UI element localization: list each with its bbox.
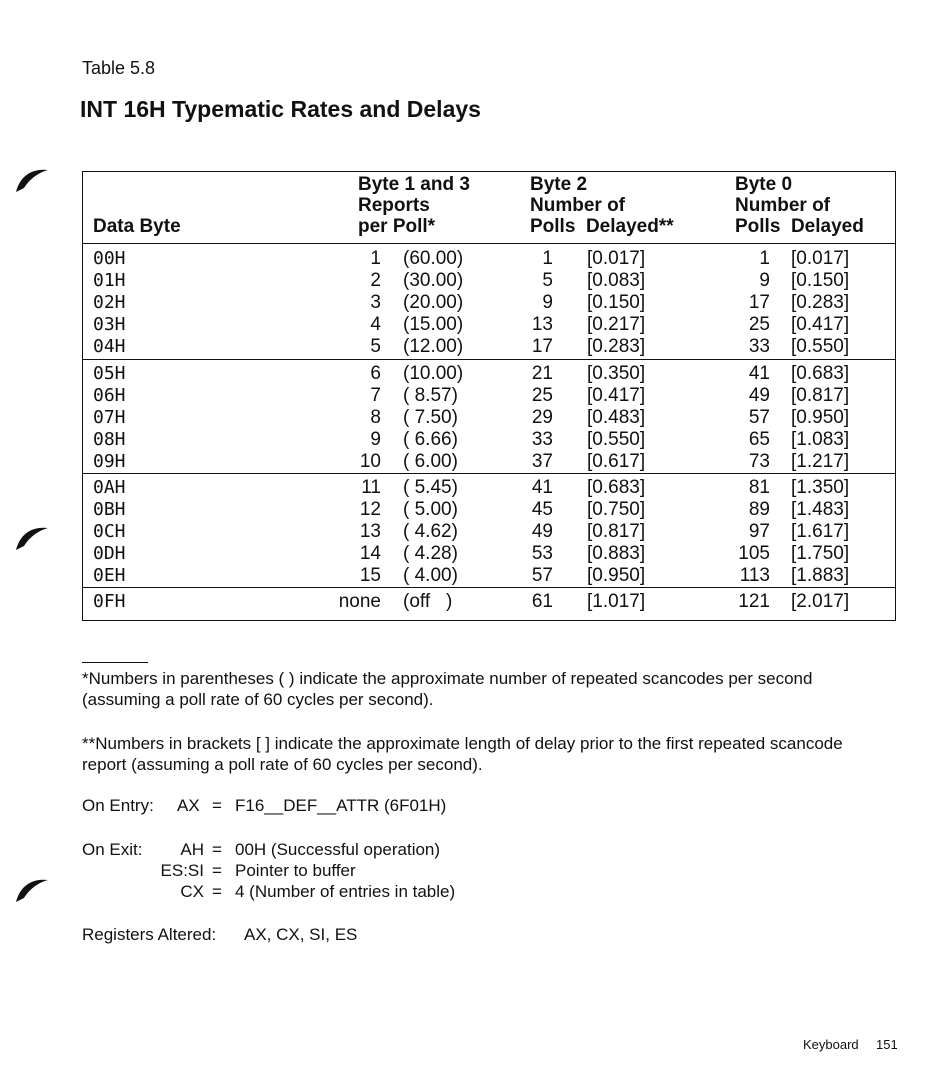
- cell-reports-per-poll: 10: [359, 450, 381, 472]
- cell-byte2-polls: 9: [542, 291, 553, 313]
- cell-byte0-polls: 121: [738, 591, 770, 612]
- cell-byte0-polls: 1: [759, 248, 770, 269]
- cell-scancode-rate: (off ): [403, 591, 453, 612]
- cell-byte2-delay: [0.683]: [587, 477, 646, 498]
- on-exit-value: 4 (Number of entries in table): [235, 882, 456, 901]
- cell-reports-per-poll: 5: [370, 335, 381, 357]
- cell-byte0-delay: [1.083]: [791, 428, 850, 450]
- cell-byte0-polls: 49: [748, 384, 770, 406]
- footer-page-number: 151: [876, 1037, 898, 1052]
- on-exit-register: ES:SI: [160, 861, 204, 880]
- cell-byte0-polls: 9: [759, 269, 770, 291]
- cell-reports-per-poll: 1: [370, 248, 381, 269]
- cell-scancode-rate: ( 6.66): [403, 428, 458, 450]
- group-divider: [83, 473, 895, 474]
- cell-byte2-polls: 21: [531, 363, 553, 384]
- cell-scancode-rate: ( 8.57): [403, 384, 458, 406]
- cell-byte2-delay: [0.950]: [587, 564, 646, 586]
- cell-reports-per-poll: 14: [359, 542, 381, 564]
- cell-byte2-polls: 49: [531, 520, 553, 542]
- cell-byte2-polls: 45: [531, 498, 553, 520]
- cell-byte0-polls: 33: [748, 335, 770, 357]
- cell-byte0-polls: 97: [748, 520, 770, 542]
- on-entry-register: AX: [177, 796, 200, 815]
- cell-byte0-delay: [0.150]: [791, 269, 850, 291]
- cell-byte0-polls: 17: [748, 291, 770, 313]
- header-byte0-line1: Byte 0: [735, 174, 793, 195]
- cell-reports-per-poll: 7: [370, 384, 381, 406]
- cell-byte0-delay: [0.017]: [791, 248, 850, 269]
- header-byte2-line3: Polls Delayed**: [530, 216, 674, 237]
- cell-byte2-polls: 5: [542, 269, 553, 291]
- cell-byte2-polls: 53: [531, 542, 553, 564]
- cell-byte0-polls: 65: [748, 428, 770, 450]
- table-label: Table 5.8: [82, 58, 156, 78]
- header-divider: [83, 243, 895, 244]
- cell-data-byte: 0CH: [93, 520, 126, 542]
- cell-byte2-delay: [0.217]: [587, 313, 646, 335]
- on-entry-label: On Entry:: [82, 796, 154, 815]
- cell-byte0-delay: [1.350]: [791, 477, 850, 498]
- typematic-rates-table: [82, 171, 896, 621]
- header-byte2-line1: Byte 2: [530, 174, 588, 195]
- cell-byte2-delay: [1.017]: [587, 591, 646, 612]
- group-divider: [83, 587, 895, 588]
- table-title: INT 16H Typematic Rates and Delays: [80, 96, 481, 122]
- cell-byte2-polls: 57: [531, 564, 553, 586]
- cell-byte2-polls: 17: [531, 335, 553, 357]
- cell-byte0-polls: 105: [738, 542, 770, 564]
- cell-byte2-polls: 25: [531, 384, 553, 406]
- cell-scancode-rate: ( 6.00): [403, 450, 458, 472]
- cell-byte2-delay: [0.283]: [587, 335, 646, 357]
- cell-byte0-delay: [2.017]: [791, 591, 850, 612]
- cell-data-byte: 02H: [93, 291, 126, 313]
- header-byte2-line2: Number of: [530, 195, 625, 216]
- on-exit-register: AH: [180, 840, 204, 859]
- cell-reports-per-poll: 6: [370, 363, 381, 384]
- cell-byte2-delay: [0.550]: [587, 428, 646, 450]
- on-entry-equals: =: [212, 796, 222, 815]
- cell-byte0-polls: 25: [748, 313, 770, 335]
- cell-reports-per-poll: 2: [370, 269, 381, 291]
- cell-byte2-polls: 29: [531, 406, 553, 428]
- cell-reports-per-poll: 9: [370, 428, 381, 450]
- cell-byte0-polls: 89: [748, 498, 770, 520]
- group-divider: [83, 359, 895, 360]
- cell-reports-per-poll: 4: [370, 313, 381, 335]
- cell-byte0-polls: 81: [748, 477, 770, 498]
- cell-data-byte: 0BH: [93, 498, 126, 520]
- cell-byte2-delay: [0.617]: [587, 450, 646, 472]
- cell-scancode-rate: (60.00): [403, 248, 464, 269]
- on-exit-value: 00H (Successful operation): [235, 840, 441, 859]
- margin-tab-mark: [14, 876, 50, 904]
- cell-reports-per-poll: 13: [359, 520, 381, 542]
- cell-scancode-rate: ( 7.50): [403, 406, 458, 428]
- cell-data-byte: 04H: [93, 335, 126, 357]
- cell-data-byte: 09H: [93, 450, 126, 472]
- cell-data-byte: 03H: [93, 313, 126, 335]
- cell-data-byte: 0AH: [93, 477, 126, 498]
- cell-byte0-delay: [1.883]: [791, 564, 850, 586]
- cell-byte2-delay: [0.750]: [587, 498, 646, 520]
- on-exit-label: On Exit:: [82, 840, 143, 859]
- cell-scancode-rate: (12.00): [403, 335, 464, 357]
- on-exit-equals: =: [212, 882, 222, 901]
- cell-reports-per-poll: none: [338, 591, 381, 612]
- cell-byte0-polls: 57: [748, 406, 770, 428]
- cell-scancode-rate: ( 5.00): [403, 498, 458, 520]
- cell-data-byte: 06H: [93, 384, 126, 406]
- header-byte0-line3: Polls Delayed: [735, 216, 864, 237]
- margin-tab-mark: [14, 524, 50, 552]
- cell-byte2-delay: [0.417]: [587, 384, 646, 406]
- registers-altered-value: AX, CX, SI, ES: [244, 925, 358, 944]
- cell-byte0-polls: 73: [748, 450, 770, 472]
- cell-byte2-delay: [0.083]: [587, 269, 646, 291]
- header-byte13-line1: Byte 1 and 3: [358, 174, 470, 195]
- cell-byte2-delay: [0.350]: [587, 363, 646, 384]
- cell-data-byte: 0EH: [93, 564, 126, 586]
- cell-scancode-rate: ( 4.00): [403, 564, 458, 586]
- header-byte0-line2: Number of: [735, 195, 830, 216]
- cell-data-byte: 01H: [93, 269, 126, 291]
- cell-byte2-polls: 13: [531, 313, 553, 335]
- footer-section: Keyboard: [803, 1037, 859, 1052]
- cell-byte0-delay: [0.950]: [791, 406, 850, 428]
- cell-reports-per-poll: 12: [359, 498, 381, 520]
- cell-data-byte: 05H: [93, 363, 126, 384]
- cell-byte2-polls: 33: [531, 428, 553, 450]
- cell-scancode-rate: (30.00): [403, 269, 464, 291]
- cell-byte2-delay: [0.150]: [587, 291, 646, 313]
- cell-byte0-polls: 113: [739, 564, 770, 586]
- cell-byte0-delay: [0.417]: [791, 313, 850, 335]
- cell-byte0-delay: [0.817]: [791, 384, 850, 406]
- cell-data-byte: 08H: [93, 428, 126, 450]
- cell-reports-per-poll: 15: [359, 564, 381, 586]
- cell-scancode-rate: ( 4.28): [403, 542, 458, 564]
- cell-scancode-rate: ( 5.45): [403, 477, 458, 498]
- cell-byte2-delay: [0.817]: [587, 520, 646, 542]
- cell-data-byte: 0FH: [93, 591, 126, 612]
- cell-byte0-polls: 41: [748, 363, 770, 384]
- header-byte13-line3: per Poll*: [358, 216, 436, 237]
- cell-byte2-delay: [0.883]: [587, 542, 646, 564]
- cell-data-byte: 00H: [93, 248, 126, 269]
- cell-scancode-rate: (10.00): [403, 363, 464, 384]
- cell-byte0-delay: [0.550]: [791, 335, 850, 357]
- footnote-brackets: **Numbers in brackets [ ] indicate the approximate length of delay prior to the first repeated scancode report (assuming a poll rate of 60 cycles per second).: [82, 734, 843, 774]
- footnote-parentheses: *Numbers in parentheses ( ) indicate the approximate number of repeated scancodes per second (assuming a poll rate of 60 cycles per second).: [82, 669, 813, 709]
- cell-data-byte: 07H: [93, 406, 126, 428]
- cell-byte2-polls: 41: [531, 477, 553, 498]
- cell-reports-per-poll: 8: [370, 406, 381, 428]
- cell-byte0-delay: [0.283]: [791, 291, 850, 313]
- cell-byte0-delay: [1.617]: [791, 520, 850, 542]
- cell-reports-per-poll: 11: [361, 477, 381, 498]
- cell-byte2-polls: 61: [531, 591, 553, 612]
- cell-reports-per-poll: 3: [370, 291, 381, 313]
- cell-byte0-delay: [0.683]: [791, 363, 850, 384]
- header-data-byte: Data Byte: [93, 216, 181, 237]
- cell-byte2-delay: [0.017]: [587, 248, 646, 269]
- on-exit-equals: =: [212, 861, 222, 880]
- on-exit-register: CX: [180, 882, 204, 901]
- header-byte13-line2: Reports: [358, 195, 430, 216]
- cell-byte2-polls: 37: [531, 450, 553, 472]
- cell-byte2-polls: 1: [542, 248, 553, 269]
- on-exit-value: Pointer to buffer: [235, 861, 356, 880]
- footnote-rule: [82, 662, 148, 663]
- cell-scancode-rate: ( 4.62): [403, 520, 458, 542]
- cell-scancode-rate: (15.00): [403, 313, 464, 335]
- on-entry-value: F16__DEF__ATTR (6F01H): [235, 796, 447, 815]
- cell-byte0-delay: [1.483]: [791, 498, 850, 520]
- on-exit-equals: =: [212, 840, 222, 859]
- cell-byte2-delay: [0.483]: [587, 406, 646, 428]
- margin-tab-mark: [14, 166, 50, 194]
- cell-scancode-rate: (20.00): [403, 291, 464, 313]
- cell-byte0-delay: [1.750]: [791, 542, 850, 564]
- registers-altered-label: Registers Altered:: [82, 925, 217, 944]
- cell-data-byte: 0DH: [93, 542, 126, 564]
- cell-byte0-delay: [1.217]: [791, 450, 850, 472]
